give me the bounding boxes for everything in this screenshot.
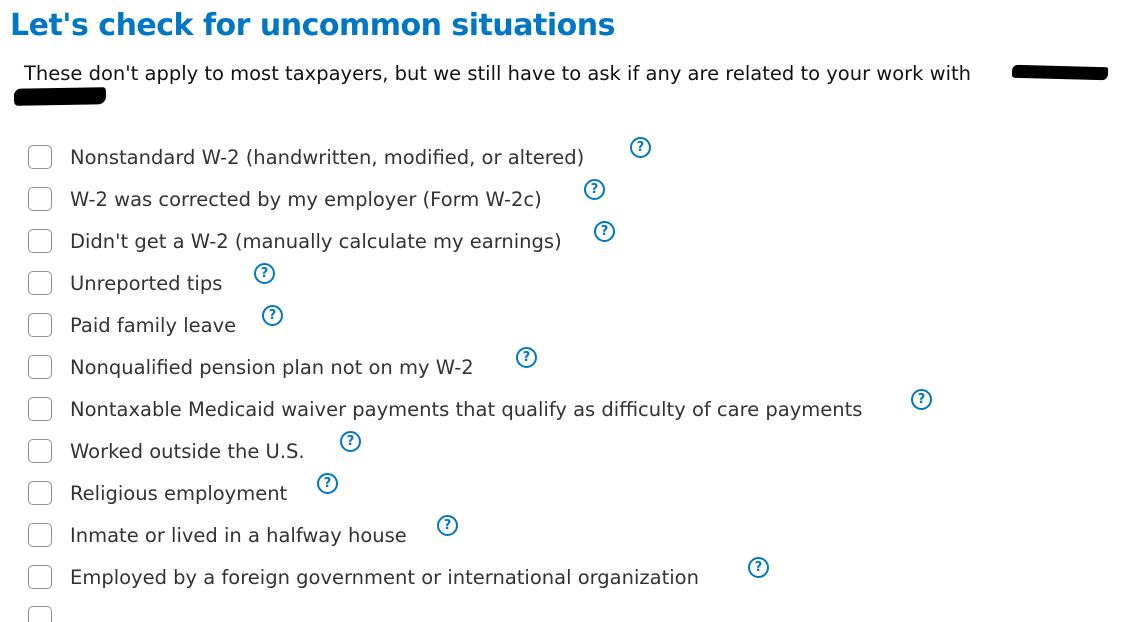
checkbox-inmate-halfway-house[interactable] xyxy=(28,523,52,547)
help-question-icon[interactable]: ? xyxy=(584,179,605,200)
page-title: Let's check for uncommon situations xyxy=(10,8,615,43)
checkbox-foreign-government[interactable] xyxy=(28,565,52,589)
option-row-medicaid-waiver[interactable] xyxy=(28,389,862,429)
checkbox-corrected-w2[interactable] xyxy=(28,187,52,211)
option-row-corrected-w2[interactable] xyxy=(28,179,542,219)
option-label[interactable]: Paid family leave xyxy=(70,313,237,337)
intro-text: These don't apply to most taxpayers, but we still have to ask if any are related to your work with xyxy=(24,62,972,85)
option-row-paid-family-leave[interactable] xyxy=(28,305,236,345)
help-question-icon[interactable]: ? xyxy=(254,263,275,284)
option-row-religious-employment[interactable] xyxy=(28,473,287,513)
option-label[interactable]: Unreported tips xyxy=(70,271,223,295)
help-question-icon[interactable]: ? xyxy=(262,305,283,326)
checkbox-nonqualified-pension[interactable] xyxy=(28,355,52,379)
option-label[interactable]: Inmate or lived in a halfway house xyxy=(70,523,407,547)
checkbox-nonstandard-w2[interactable] xyxy=(28,145,52,169)
help-question-icon[interactable]: ? xyxy=(437,515,458,536)
option-row-unreported-tips[interactable] xyxy=(28,263,222,303)
help-question-icon[interactable]: ? xyxy=(317,473,338,494)
checkbox-medicaid-waiver[interactable] xyxy=(28,397,52,421)
help-question-icon[interactable]: ? xyxy=(594,221,615,242)
option-row-foreign-government[interactable] xyxy=(28,557,699,597)
help-question-icon[interactable]: ? xyxy=(516,347,537,368)
help-question-icon[interactable]: ? xyxy=(630,137,651,158)
option-row-no-w2[interactable] xyxy=(28,221,562,261)
option-row-nonstandard-w2[interactable] xyxy=(28,137,584,177)
help-question-icon[interactable]: ? xyxy=(911,389,932,410)
checkbox-religious-employment[interactable] xyxy=(28,481,52,505)
option-label[interactable]: Nonstandard W-2 (handwritten, modified, or altered) xyxy=(70,145,585,169)
option-row-inmate-halfway-house[interactable] xyxy=(28,515,407,555)
option-label[interactable]: Nonqualified pension plan not on my W-2 xyxy=(70,355,474,379)
checkbox-paid-family-leave[interactable] xyxy=(28,313,52,337)
option-label[interactable]: Didn't get a W-2 (manually calculate my earnings) xyxy=(70,229,562,253)
option-row-nonqualified-pension[interactable] xyxy=(28,347,474,387)
help-question-icon[interactable]: ? xyxy=(748,557,769,578)
option-label[interactable]: Religious employment xyxy=(70,481,288,505)
partial-checkbox[interactable] xyxy=(28,606,52,622)
checkbox-unreported-tips[interactable] xyxy=(28,271,52,295)
option-label[interactable]: Nontaxable Medicaid waiver payments that qualify as difficulty of care payments xyxy=(70,397,863,421)
option-label[interactable]: W-2 was corrected by my employer (Form W-2c) xyxy=(70,187,542,211)
option-label[interactable]: Worked outside the U.S. xyxy=(70,439,305,463)
option-label[interactable]: Employed by a foreign government or international organization xyxy=(70,565,699,589)
checkbox-no-w2[interactable] xyxy=(28,229,52,253)
checkbox-worked-outside-us[interactable] xyxy=(28,439,52,463)
option-row-worked-outside-us[interactable] xyxy=(28,431,305,471)
help-question-icon[interactable]: ? xyxy=(340,431,361,452)
